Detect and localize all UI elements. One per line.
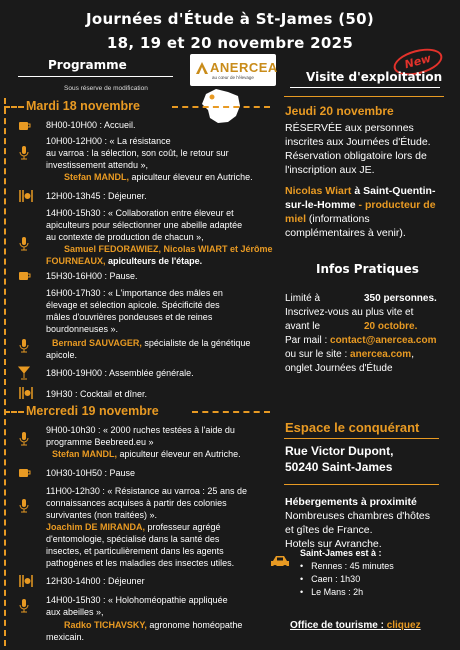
cocktail-glass-icon [18,366,30,380]
info-mail [285,334,436,348]
divider [290,87,440,88]
programme-item: 16H00-17h30 : « L'importance des mâles en [46,288,223,298]
day-dash [192,411,270,413]
bee-logo-icon [194,60,210,76]
speaker-name: Stefan MANDL, [52,449,117,459]
lodging-line: Hotels sur Avranche. [285,538,382,550]
programme-heading: Programme [48,58,127,72]
info-deadline-label: avant le [285,321,321,332]
programme-item: 12H00-13h45 : Déjeuner. [46,191,147,201]
speaker-line [64,171,253,184]
programme-item: survivantes (non traitées) ». [46,510,158,520]
visite-text: l'inscription aux JE. [285,164,375,176]
logo-tagline: au cœur de l'élevage [212,75,254,80]
programme-item: 8H00-10H00 : Accueil. [46,120,136,130]
page-subtitle-dates: 18, 19 et 20 novembre 2025 [106,34,354,52]
address-line: Rue Victor Dupont, [285,444,394,458]
coffee-cup-icon [18,467,32,479]
speaker-line [52,337,250,350]
day-mardi: Mardi 18 novembre [26,99,140,113]
speaker-name: Samuel FEDORAWIEZ, Nicolas WIART et Jérôme [64,244,273,254]
site-link[interactable]: anercea.com [350,349,412,360]
timeline-dash [4,98,6,646]
meal-icon [18,189,34,203]
distance-item: • Rennes : 45 minutes [300,561,394,571]
programme-item: aux abeilles », [46,607,104,617]
microphone-icon [18,338,30,354]
speaker-line [64,619,242,632]
info-deadline-value: 20 octobre. [364,321,418,332]
speaker-role: pathogènes et les maladies des insectes utiles. [46,558,235,568]
host-text: sur-le-Homme [285,199,356,211]
speaker-name: Radko TICHAVSKY, [64,620,147,630]
speaker-role: d'entomologie, spécialisé dans la santé des [46,534,220,544]
host-name: Nicolas Wiart [285,185,352,197]
infos-heading: Infos Pratiques [316,262,419,276]
host-role: miel [285,213,307,225]
info-text: Inscrivez-vous au plus vite et [285,307,414,318]
host-text: (informations [306,213,370,225]
programme-item: 14H00-15h30 : « Holohoméopathie appliquée [46,595,228,605]
visite-text: Réservation obligatoire lors de [285,150,427,162]
visite-heading: Visite d'exploitation [306,70,443,84]
address-line: 50240 Saint-James [285,460,393,474]
venue-address [285,443,393,475]
meal-icon [18,386,34,400]
lodging-line: et gîtes de France. [285,524,373,536]
tourism-office [290,620,421,631]
distance-item: • Caen : 1h30 [300,574,360,584]
distance-item: • Le Mans : 2h [300,587,363,597]
meal-icon [18,574,34,588]
new-badge: New [391,44,446,80]
speaker-role: apicole. [46,350,78,360]
programme-item: 15H30-16H00 : Pause. [46,271,138,281]
mail-link[interactable]: contact@anercea.com [330,335,437,346]
programme-item: 18H00-19H00 : Assemblée générale. [46,368,194,378]
programme-item: 12H30-14h00 : Déjeuner [46,576,145,586]
info-site [285,348,414,362]
host-text: à Saint-Quentin- [351,185,436,197]
programme-item: 11H00-12h30 : « Résistance au varroa : 25 ans de [46,486,247,496]
day-dash [4,106,24,108]
site-label: ou sur le site : [285,349,351,360]
programme-item: connaissances acquises à partir des colonies [46,498,227,508]
speaker-role: spécialiste de la génétique [141,338,251,348]
coffee-cup-icon [18,270,32,282]
programme-item: 10H00-12H00 : « La résistance [46,136,171,146]
speaker-name: Bernard SAUVAGER, [52,338,142,348]
host-line [285,198,436,212]
programme-item: au contexte de production de chacun », [46,232,204,242]
lodging-line: Nombreuses chambres d'hôtes [285,510,430,522]
programme-item: 9H00-10h30 : « 2000 ruches testées à l'aide du [46,425,235,435]
speaker-name: Joachim DE MIRANDA, [46,522,146,532]
microphone-icon [18,145,30,161]
programme-item: 19H30 : Cocktail et dîner. [46,389,148,399]
lodging-title: Hébergements à proximité [285,496,417,508]
divider [284,438,439,439]
divider [18,76,173,77]
host-role: - producteur de [355,199,436,211]
coffee-cup-icon [18,120,32,132]
microphone-icon [18,236,30,252]
office-link[interactable]: cliquez [386,620,421,631]
divider [284,96,444,97]
day-mercredi: Mercredi 19 novembre [26,404,159,418]
info-limit-label: Limité à [285,293,321,304]
logo-name: ANERCEA [210,60,278,75]
speaker-role: professeur agrégé [145,522,221,532]
day-dash [4,411,24,413]
mail-label: Par mail : [285,335,331,346]
programme-item: 10H30-10H50 : Pause [46,468,136,478]
programme-item: élevage et sélection apicole. Spécificité des [46,300,220,310]
visite-text: inscrites aux Journées d'Étude. [285,136,431,148]
jeudi-title: Jeudi 20 novembre [285,104,394,118]
microphone-icon [18,498,30,514]
car-icon [270,555,290,569]
programme-item: mâles d'ouvrières pondeuses et de reines [46,312,213,322]
page-title: Journées d'Étude à St-James (50) [85,10,375,28]
anercea-logo [190,54,276,86]
info-text: onglet Journées d'Étude [285,363,393,374]
speaker-name: Stefan MANDL, [64,172,129,182]
programme-item: investissement attendu », [46,160,149,170]
microphone-icon [18,598,30,614]
programme-item: apiculteurs pour sélectionner une abeille adaptée [46,220,243,230]
speaker-line [46,255,202,268]
speaker-role: mexicain. [46,632,85,642]
microphone-icon [18,431,30,447]
speaker-role: apiculteur éleveur en Autriche. [117,449,241,459]
speaker-role: apiculteurs de l'étape. [105,256,203,266]
site-suffix: , [411,349,414,360]
programme-note: Sous réserve de modification [64,85,148,92]
programme-item: bourdonneuses ». [46,324,119,334]
divider [284,484,439,485]
host-text: complémentaires à venir). [285,227,406,239]
speaker-role: insectes, et particulièrement dans les agents [46,546,224,556]
speaker-name: FOURNEAUX, [46,256,106,266]
day-dash [172,106,270,108]
speaker-line [52,448,241,461]
speaker-role: agronome homéopathe [146,620,243,630]
office-label: Office de tourisme : [290,620,387,631]
info-limit-value: 350 personnes. [364,293,437,304]
speaker-line [46,521,221,534]
programme-item: au varroa : la sélection, son coût, le retour sur [46,148,229,158]
host-line [285,212,370,226]
programme-item: programme Beebreed.eu » [46,437,154,447]
speaker-role: apiculteur éleveur en Autriche. [129,172,253,182]
venue-title: Espace le conquérant [285,420,420,435]
distances-heading: Saint-James est à : [300,548,382,558]
visite-text: RÉSERVÉE aux personnes [285,122,414,134]
host-line [285,184,435,198]
programme-item: 14H00-15h30 : « Collaboration entre éleveur et [46,208,234,218]
lodging-text [285,509,430,551]
